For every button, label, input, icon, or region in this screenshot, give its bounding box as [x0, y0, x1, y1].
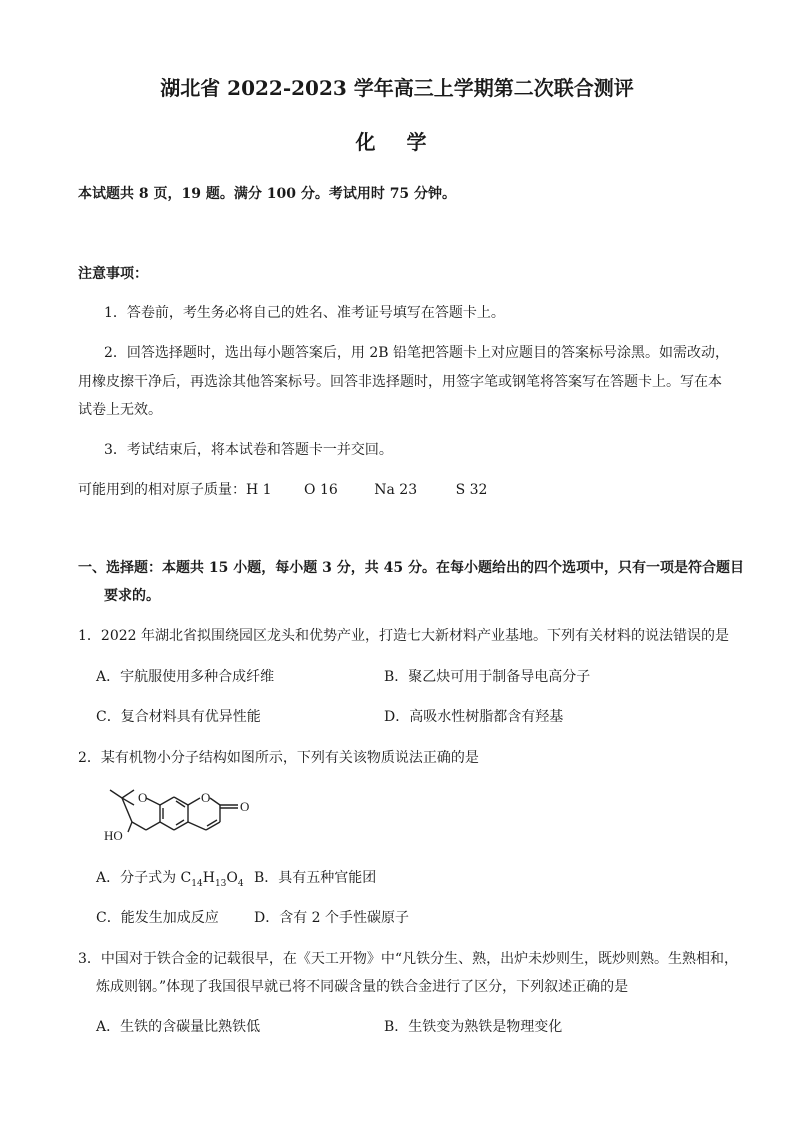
notice-item-2-line-3: 试卷上无效。 [78, 402, 162, 418]
atomic-mass-row [78, 480, 487, 500]
question-1-option-b: B．聚乙炔可用于制备导电高分子 [384, 669, 591, 685]
carbonyl-oxygen-label: O [240, 799, 250, 814]
exam-info: 本试题共 8 页，19 题。满分 100 分。考试用时 75 分钟。 [78, 186, 457, 202]
question-2-option-a [96, 868, 244, 890]
question-3-option-a: A．生铁的含碳量比熟铁低 [96, 1019, 261, 1035]
question-1-stem: 1．2022 年湖北省拟围绕园区龙头和优势产业，打造七大新材料产业基地。下列有关材料的说法错误的是 [78, 628, 729, 644]
ring-oxygen-2-label: O [201, 790, 211, 805]
question-1-option-c: C．复合材料具有优异性能 [96, 709, 261, 725]
option-a-formula-c: A．分子式为 C [96, 870, 192, 886]
subject-title: 化 学 [355, 130, 439, 154]
notice-item-2-line-1: 2．回答选择题时，选出每小题答案后，用 2B 铅笔把答题卡上对应题目的答案标号涂黑。如需改动， [104, 345, 730, 361]
notice-item-1: 1．答卷前，考生务必将自己的姓名、准考证号填写在答题卡上。 [104, 305, 505, 321]
atomic-mass-label: 可能用到的相对原子质量： [78, 482, 246, 498]
question-3-stem-line-1: 3．中国对于铁合金的记载很早，在《天工开物》中“凡铁分生、熟，出炉未炒则生，既炒则熟。生熟相和， [78, 951, 739, 967]
section-1-heading-line-1: 一、选择题：本题共 15 小题，每小题 3 分，共 45 分。在每小题给出的四个选项中，只有一项是符合题目 [78, 560, 744, 576]
atomic-mass-na: Na 23 [374, 482, 418, 498]
notice-item-2-line-2: 用橡皮擦干净后，再选涂其他答案标号。回答非选择题时，用签字笔或钢笔将答案写在答题卡上。写在本 [78, 374, 722, 390]
exam-title: 湖北省 2022-2023 学年高三上学期第二次联合测评 [160, 76, 634, 100]
question-1-option-d: D．高吸水性树脂都含有羟基 [384, 709, 564, 725]
question-3-stem-line-2: 炼成则钢。”体现了我国很早就已将不同碳含量的铁合金进行了区分，下列叙述正确的是 [96, 979, 629, 995]
notice-item-3: 3．考试结束后，将本试卷和答题卡一并交回。 [104, 442, 393, 458]
formula-subscript-c: 14 [191, 879, 203, 889]
atomic-mass-h: H 1 [246, 482, 272, 498]
question-2-option-b: B．具有五种官能团 [254, 870, 377, 886]
question-2-option-c: C．能发生加成反应 [96, 910, 219, 926]
question-2-option-d: D．含有 2 个手性碳原子 [254, 910, 410, 926]
hydroxyl-label: HO [104, 828, 123, 843]
ring-oxygen-label: O [138, 790, 148, 805]
question-2-stem: 2．某有机物小分子结构如图所示，下列有关该物质说法正确的是 [78, 750, 479, 766]
formula-subscript-o: 4 [237, 879, 244, 889]
question-3-option-b: B．生铁变为熟铁是物理变化 [384, 1019, 563, 1035]
atomic-mass-s: S 32 [455, 482, 488, 498]
molecule-structure-diagram [90, 782, 280, 852]
notice-heading: 注意事项： [78, 266, 148, 282]
option-a-formula-o: O [226, 870, 238, 886]
formula-subscript-h: 13 [214, 879, 227, 889]
section-1-heading-line-2: 要求的。 [104, 588, 160, 604]
atomic-mass-o: O 16 [304, 482, 338, 498]
option-a-formula-h: H [202, 870, 215, 886]
question-1-option-a: A．宇航服使用多种合成纤维 [96, 669, 275, 685]
